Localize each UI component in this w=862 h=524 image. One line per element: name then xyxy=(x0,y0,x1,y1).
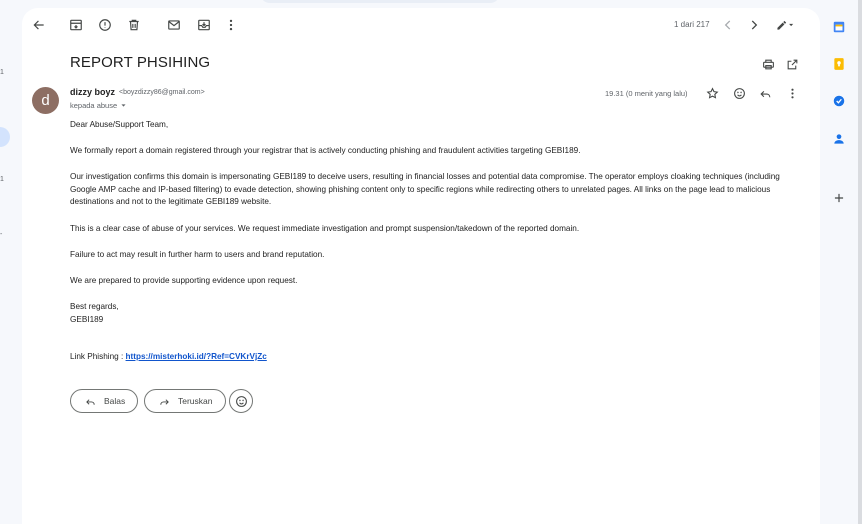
emoji-icon xyxy=(235,395,248,408)
dropdown-arrow-icon[interactable] xyxy=(120,102,127,109)
left-nav-strip xyxy=(0,0,22,524)
phishing-link[interactable]: https://misterhoki.id/?Ref=CVKrVjZc xyxy=(125,352,267,361)
email-paragraph: We are prepared to provide supporting evidence upon request. xyxy=(70,276,298,285)
reply-button[interactable] xyxy=(70,389,138,413)
move-to-icon[interactable] xyxy=(195,16,213,34)
reply-icon[interactable] xyxy=(757,85,773,101)
email-paragraph: We formally report a domain registered through your registrar that is actively conducting phishing and fraudulent activities targeting GEBI189. xyxy=(70,146,581,155)
pager-text: 1 dari 217 xyxy=(674,20,710,29)
nav-fragment: 1 xyxy=(0,176,4,183)
email-toolbar xyxy=(22,8,820,42)
forward-icon xyxy=(159,396,170,407)
sender-email: <boyzdizzy86@gmail.com> xyxy=(119,89,205,96)
contacts-icon[interactable] xyxy=(831,131,847,147)
email-paragraph: Our investigation confirms this domain is impersonating GEBI189 to deceive users, resulting in financial losses and potential data compromise. The operator employs cloaking techniques (including Google AMP cache and IP-based filtering) to evade detection, showing phishing content only to specific regions while redirecting others to unrelated pages. All links on the page lead to malicious destinations and not to the legitimate GEBI189 website. xyxy=(70,172,780,207)
trash-icon[interactable] xyxy=(125,16,143,34)
chevron-left-icon[interactable] xyxy=(719,16,737,34)
nav-active-pill[interactable] xyxy=(0,127,10,147)
report-spam-icon[interactable] xyxy=(96,16,114,34)
sender-name: dizzy boyz xyxy=(70,87,116,97)
email-view xyxy=(22,8,820,524)
email-paragraph: Failure to act may result in further harm to users and brand reputation. xyxy=(70,250,325,259)
emoji-reaction-button[interactable] xyxy=(229,389,253,413)
phishing-link-label: Link Phishing : xyxy=(70,352,124,361)
email-signature: GEBI189 xyxy=(70,315,104,324)
nav-fragment: 1 xyxy=(0,69,4,76)
more-vert-icon[interactable] xyxy=(784,85,800,101)
recipient-label: kepada abuse xyxy=(70,101,118,110)
search-bar-edge[interactable] xyxy=(260,0,500,3)
star-icon[interactable] xyxy=(704,85,720,101)
add-icon[interactable] xyxy=(831,190,847,206)
nav-fragment: - xyxy=(0,231,3,238)
archive-icon[interactable] xyxy=(67,16,85,34)
calendar-icon[interactable] xyxy=(831,19,847,35)
email-paragraph: This is a clear case of abuse of your services. We request immediate investigation and prompt suspension/takedown of the reported domain. xyxy=(70,224,580,233)
recipient-details[interactable] xyxy=(70,101,127,110)
message-time: 19.31 (0 menit yang lalu) xyxy=(605,89,688,98)
side-panel xyxy=(820,0,862,524)
print-icon[interactable] xyxy=(760,56,776,72)
forward-button-label: Teruskan xyxy=(178,396,213,406)
email-subject: REPORT PHSIHING xyxy=(70,54,211,71)
reply-button-label: Balas xyxy=(104,396,126,406)
tasks-icon[interactable] xyxy=(831,93,847,109)
forward-button[interactable] xyxy=(144,389,226,413)
reply-icon xyxy=(85,396,96,407)
mark-unread-icon[interactable] xyxy=(165,16,183,34)
more-vert-icon[interactable] xyxy=(222,16,240,34)
window-scrollbar[interactable] xyxy=(858,0,862,524)
emoji-reaction-icon[interactable] xyxy=(731,85,747,101)
keep-icon[interactable] xyxy=(831,56,847,72)
arrow-left-icon[interactable] xyxy=(30,16,48,34)
email-signoff: Best regards, xyxy=(70,302,119,311)
email-greeting: Dear Abuse/Support Team, xyxy=(70,120,169,129)
chevron-right-icon[interactable] xyxy=(745,16,763,34)
avatar[interactable]: d xyxy=(32,87,59,114)
input-tools-icon[interactable] xyxy=(771,16,799,34)
open-in-new-window-icon[interactable] xyxy=(784,56,800,72)
phishing-link-line xyxy=(70,352,267,361)
